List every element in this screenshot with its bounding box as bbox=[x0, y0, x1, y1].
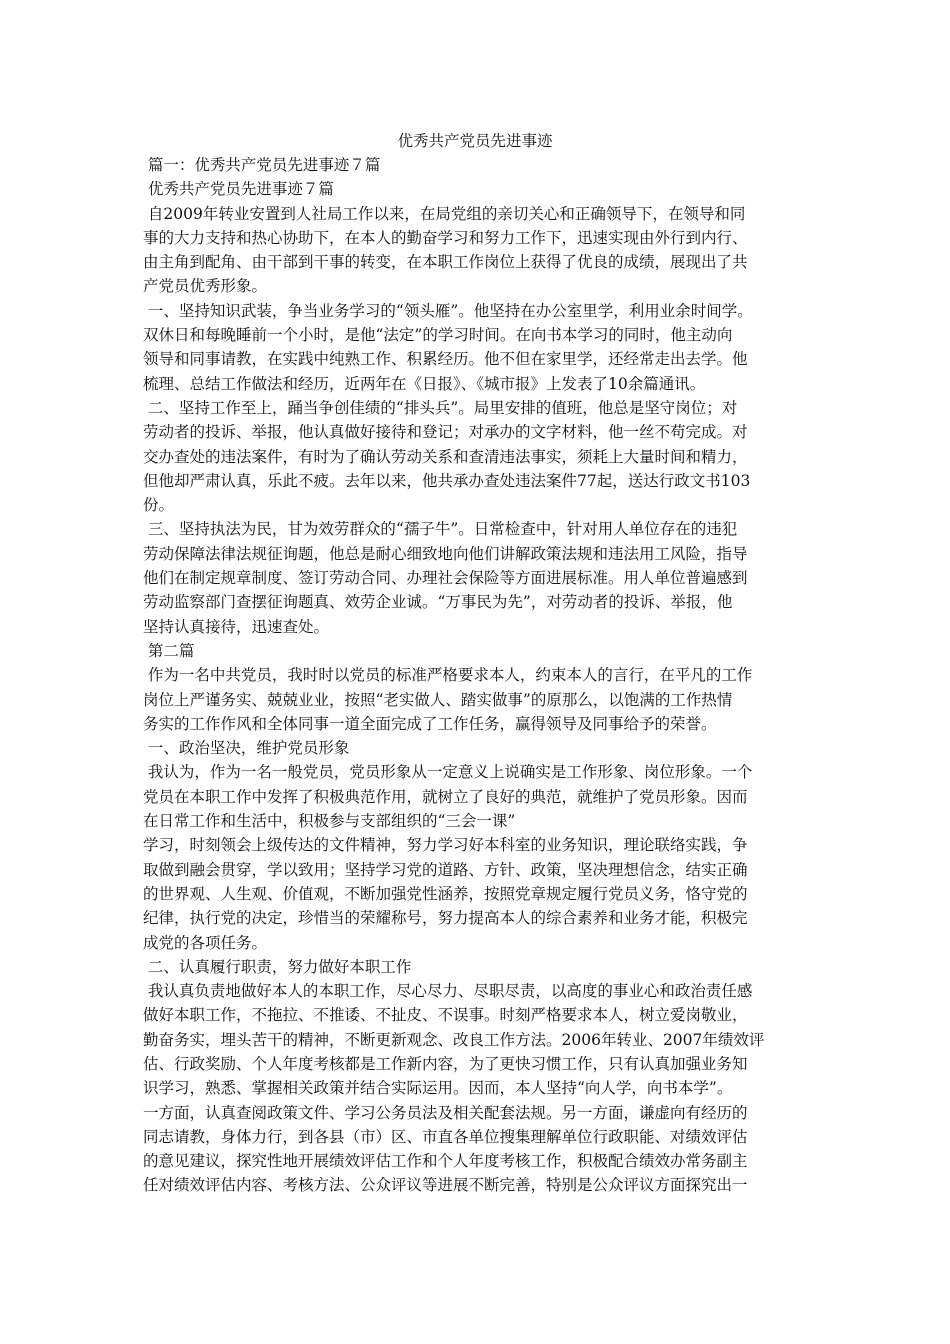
text-line: 优秀共产党员先进事迹７篇 bbox=[143, 180, 334, 199]
text-line: 由主角到配角、由干部到干事的转变，在本职工作岗位上获得了优良的成绩，展现出了共 bbox=[143, 253, 748, 272]
text-line: 劳动者的投诉、举报，他认真做好接待和登记；对承办的文字材料，他一丝不苟完成。对 bbox=[143, 423, 748, 442]
text-line: 党员在本职工作中发挥了积极典范作用，就树立了良好的典范，就维护了党员形象。因而 bbox=[143, 787, 748, 806]
text-line: 坚持认真接待，迅速查处。 bbox=[143, 617, 330, 636]
text-line: 梳理、总结工作做法和经历，近两年在《日报》、《城市报》上发表了10余篇通讯。 bbox=[143, 374, 706, 393]
text-line: 成党的各项任务。 bbox=[143, 933, 268, 952]
text-line: 劳动监察部门查摆征询题真、效劳企业诚。“万事民为先”，对劳动者的投诉、举报，他 bbox=[143, 593, 733, 612]
text-line: 双休日和每晚睡前一个小时，是他“法定”的学习时间。在向书本学习的同时，他主动向 bbox=[143, 326, 733, 345]
text-line: 的世界观、人生观、价值观，不断加强党性涵养，按照党章规定履行党员义务，恪守党的 bbox=[143, 884, 748, 903]
document-title: 优秀共产党员先进事迹 bbox=[397, 132, 553, 150]
text-line: 任对绩效评估内容、考核方法、公众评议等进展不断完善，特别是公众评议方面探究出一 bbox=[143, 1176, 748, 1195]
text-line: 二、认真履行职责，努力做好本职工作 bbox=[143, 957, 412, 976]
text-line: 产党员优秀形象。 bbox=[143, 277, 268, 296]
text-line: 在日常工作和生活中，积极参与支部组织的“三会一课” bbox=[143, 812, 516, 831]
text-line: 学习，时刻领会上级传达的文件精神，努力学习好本科室的业务知识，理论联络实践，争 bbox=[143, 836, 748, 855]
text-line: 同志请教，身体力行，到各县（市）区、市直各单位搜集理解单位行政职能、对绩效评估 bbox=[143, 1127, 748, 1146]
text-line: 但他却严肃认真，乐此不疲。去年以来，他共承办查处违法案件77起，送达行政文书103 bbox=[143, 471, 751, 490]
text-line: 份。 bbox=[143, 496, 175, 515]
text-line: 交办查处的违法案件，有时为了确认劳动关系和查清违法事实，须耗上大量时间和精力， bbox=[143, 447, 748, 466]
text-line: 作为一名中共党员，我时时以党员的标准严格要求本人，约束本人的言行，在平凡的工作 bbox=[143, 666, 753, 685]
text-line: 务实的工作作风和全体同事一道全面完成了工作任务，赢得领导及同事给予的荣誉。 bbox=[143, 714, 717, 733]
text-line: 二、坚持工作至上，踊当争创佳绩的“排头兵”。局里安排的值班，他总是坚守岗位；对 bbox=[143, 398, 738, 417]
text-line: 一方面，认真查阅政策文件、学习公务员法及相关配套法规。另一方面，谦虚向有经历的 bbox=[143, 1103, 748, 1122]
text-line: 劳动保障法律法规征询题，他总是耐心细致地向他们讲解政策法规和违法用工风险，指导 bbox=[143, 544, 748, 563]
text-line: 一、政治坚决，维护党员形象 bbox=[143, 739, 350, 758]
text-line: 他们在制定规章制度、签订劳动合同、办理社会保险等方面进展标准。用人单位普遍感到 bbox=[143, 569, 748, 588]
text-line: 的意见建议，探究性地开展绩效评估工作和个人年度考核工作，积极配合绩效办常务副主 bbox=[143, 1152, 748, 1171]
text-line: 我认真负责地做好本人的本职工作，尽心尽力、尽职尽责，以高度的事业心和政治责任感 bbox=[143, 982, 753, 1001]
text-line: 三、坚持执法为民，甘为效劳群众的“孺子牛”。日常检查中，针对用人单位存在的违犯 bbox=[143, 520, 738, 539]
text-line: 领导和同事请教，在实践中纯熟工作、积累经历。他不但在家里学，还经常走出去学。他 bbox=[143, 350, 748, 369]
text-line: 事的大力支持和热心协助下，在本人的勤奋学习和努力工作下，迅速实现由外行到内行、 bbox=[143, 228, 748, 247]
text-line: 取做到融会贯穿，学以致用；坚持学习党的道路、方针、政策，坚决理想信念，结实正确 bbox=[143, 860, 748, 879]
text-line: 岗位上严谨务实、兢兢业业，按照“老实做人、踏实做事”的原那么，以饱满的工作热情 bbox=[143, 690, 733, 709]
document-body bbox=[143, 153, 807, 1198]
text-line: 一、坚持知识武装，争当业务学习的“领头雁”。他坚持在办公室里学，利用业余时间学。 bbox=[143, 301, 753, 320]
text-line: 做好本职工作，不拖拉、不推诿、不扯皮、不误事。时刻严格要求本人，树立爱岗敬业， bbox=[143, 1006, 748, 1025]
text-line: 自2009年转业安置到人社局工作以来，在局党组的亲切关心和正确领导下，在领导和同 bbox=[143, 204, 746, 223]
text-line: 识学习，熟悉、掌握相关政策并结合实际运用。因而，本人坚持“向人学，向书本学”。 bbox=[143, 1079, 733, 1098]
text-line: 篇一：优秀共产党员先进事迹７篇 bbox=[143, 156, 381, 174]
text-line: 我认为，作为一名一般党员，党员形象从一定意义上说确实是工作形象、岗位形象。一个 bbox=[143, 763, 753, 782]
text-line: 第二篇 bbox=[143, 641, 195, 660]
text-line: 纪律，执行党的决定，珍惜当的荣耀称号，努力提高本人的综合素养和业务才能，积极完 bbox=[143, 909, 748, 928]
text-line: 估、行政奖励、个人年度考核都是工作新内容，为了更快习惯工作，只有认真加强业务知 bbox=[143, 1054, 748, 1073]
text-line: 勤奋务实，埋头苦干的精神，不断更新观念、改良工作方法。2006年转业、2007年绩效评 bbox=[143, 1030, 765, 1049]
